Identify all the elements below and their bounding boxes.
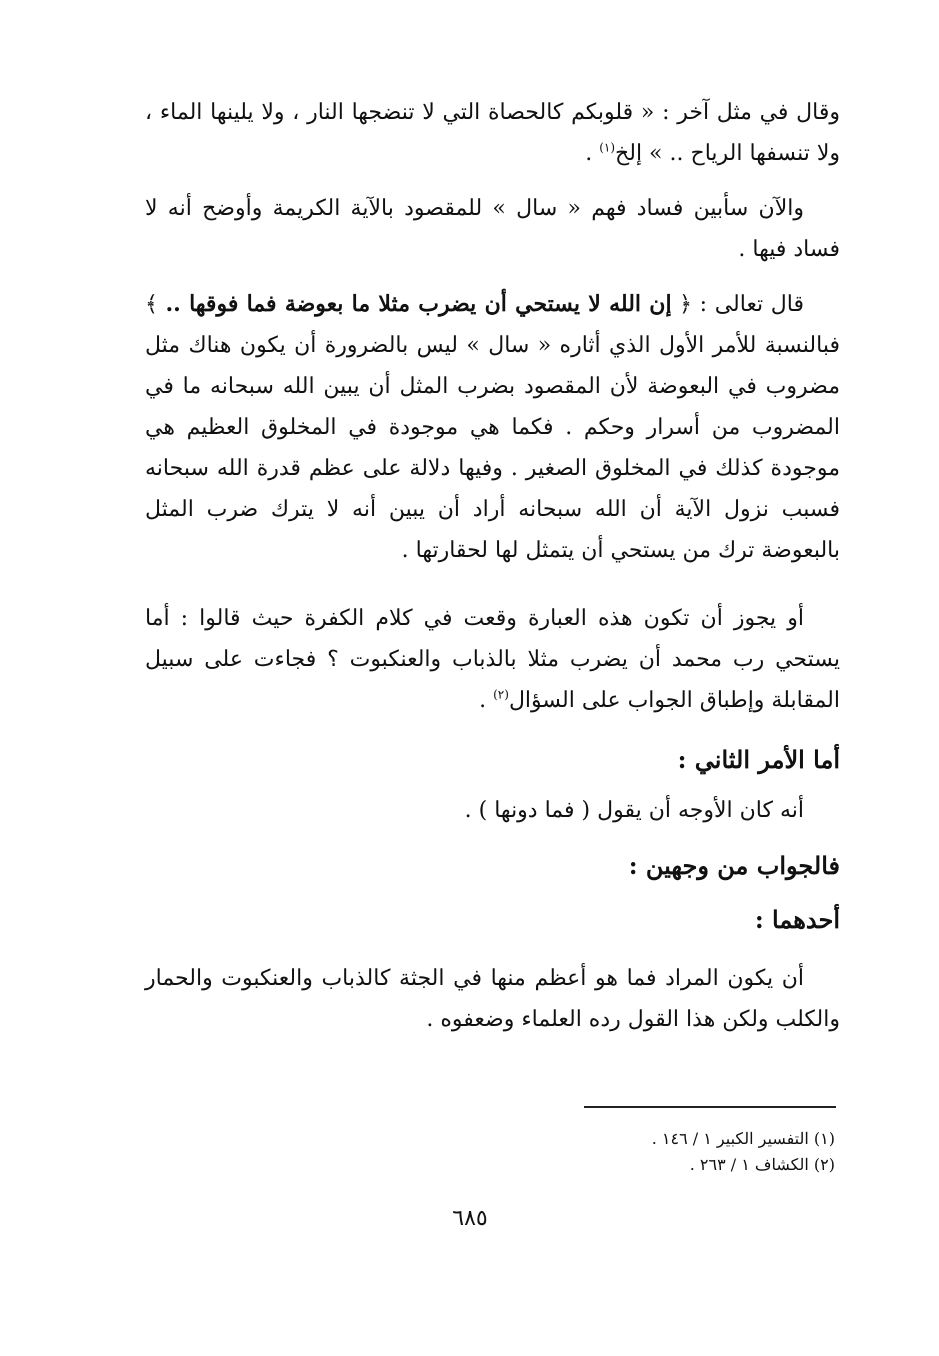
footnote-ref-2: (٢) (493, 687, 509, 702)
paragraph-1-text: وقال في مثل آخر : « قلوبكم كالحصاة التي لا تنضجها النار ، ولا يلينها الماء ، ولا تنسفها الرياح .. » إلخ (145, 100, 840, 166)
footnote-divider (584, 1106, 836, 1108)
paragraph-3 (145, 284, 840, 571)
paragraph-1 (145, 92, 840, 174)
heading-first: أحدهما : (754, 905, 840, 934)
page-number: ٦٨٥ (452, 1206, 488, 1231)
paragraph-3-text: ﴾ فبالنسبة للأمر الأول الذي أثاره « سال » ليس بالضرورة أن يكون هناك مثل مضروب في البعوضة لأن المقصود بضرب المثل أن يبين الله سبحانه ما في المضروب من أسرار وحكم . فكما هي موجودة في المخلوق العظيم هي موجودة كذلك في المخلوق الصغير . وفيها دلالة على عظم قدرة الله سبحانه فسبب نزول الآية أن الله سبحانه أراد أن يبين أنه لا يترك ضرب المثل بالبعوضة ترك من يستحي أن يتمثل لها لحقارتها . (145, 292, 840, 563)
paragraph-4-end: . (479, 688, 494, 713)
footnote-1: (١) التفسير الكبير ١ / ١٤٦ . (651, 1129, 835, 1148)
footnote-2: (٢) الكشاف ١ / ٢٦٣ . (689, 1155, 835, 1174)
paragraph-1-end: . (585, 141, 600, 166)
heading-answer: فالجواب من وجهين : (628, 851, 840, 880)
paragraph-2: والآن سأبين فساد فهم « سال » للمقصود بالآية الكريمة وأوضح أنه لا فساد فيها . (145, 196, 840, 262)
paragraph-4 (145, 598, 840, 721)
heading-second-matter: أما الأمر الثاني : (677, 745, 840, 774)
paragraph-5: أنه كان الأوجه أن يقول ( فما دونها ) . (464, 798, 804, 823)
paragraph-6: أن يكون المراد فما هو أعظم منها في الجثة كالذباب والعنكبوت والحمار والكلب ولكن هذا القول رده العلماء وضعفوه . (145, 966, 840, 1032)
footnote-ref-1: (١) (599, 140, 616, 155)
paragraph-4-text: أو يجوز أن تكون هذه العبارة وقعت في كلام الكفرة حيث قالوا : أما يستحي رب محمد أن يضرب مثلا بالذباب والعنكبوت ؟ فجاءت على سبيل المقابلة وإطباق الجواب على السؤال (145, 606, 840, 713)
quran-verse: إن الله لا يستحي أن يضرب مثلا ما بعوضة فما فوقها .. (165, 291, 672, 317)
verse-open: قال تعالى : ﴿ (671, 292, 804, 317)
